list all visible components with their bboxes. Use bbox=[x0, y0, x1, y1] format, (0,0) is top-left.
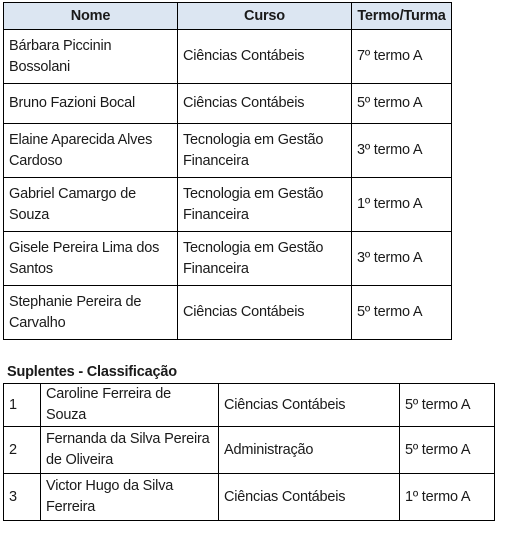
student-course: Ciências Contábeis bbox=[178, 84, 352, 124]
student-course: Tecnologia em Gestão Financeira bbox=[178, 178, 352, 232]
table-row bbox=[4, 84, 452, 124]
student-term: 1º termo A bbox=[352, 178, 452, 232]
student-term: 5º termo A bbox=[400, 384, 495, 427]
student-course: Ciências Contábeis bbox=[178, 30, 352, 84]
selected-students-table bbox=[3, 2, 452, 340]
student-name: Bruno Fazioni Bocal bbox=[4, 84, 178, 124]
student-course: Ciências Contábeis bbox=[219, 474, 400, 521]
student-name: Bárbara Piccinin Bossolani bbox=[4, 30, 178, 84]
table-header-row bbox=[4, 3, 452, 30]
table-row bbox=[4, 178, 452, 232]
table-row bbox=[4, 124, 452, 178]
table-row bbox=[4, 286, 452, 340]
rank-number: 3 bbox=[4, 474, 41, 521]
student-course: Ciências Contábeis bbox=[219, 384, 400, 427]
student-term: 1º termo A bbox=[400, 474, 495, 521]
student-name: Gisele Pereira Lima dos Santos bbox=[4, 232, 178, 286]
student-name: Gabriel Camargo de Souza bbox=[4, 178, 178, 232]
student-term: 5º termo A bbox=[352, 286, 452, 340]
suplentes-section-title: Suplentes - Classificação bbox=[7, 364, 177, 380]
table-row bbox=[4, 474, 495, 521]
rank-number: 2 bbox=[4, 427, 41, 474]
student-course: Ciências Contábeis bbox=[178, 286, 352, 340]
student-name: Caroline Ferreira de Souza bbox=[41, 384, 219, 427]
student-term: 5º termo A bbox=[400, 427, 495, 474]
student-name: Stephanie Pereira de Carvalho bbox=[4, 286, 178, 340]
rank-number: 1 bbox=[4, 384, 41, 427]
student-term: 3º termo A bbox=[352, 232, 452, 286]
student-course: Tecnologia em Gestão Financeira bbox=[178, 124, 352, 178]
student-name: Fernanda da Silva Pereira de Oliveira bbox=[41, 427, 219, 474]
column-header-termo-turma: Termo/Turma bbox=[352, 3, 452, 30]
table-row bbox=[4, 30, 452, 84]
student-term: 7º termo A bbox=[352, 30, 452, 84]
student-course: Tecnologia em Gestão Financeira bbox=[178, 232, 352, 286]
suplentes-table bbox=[3, 383, 495, 521]
student-name: Victor Hugo da Silva Ferreira bbox=[41, 474, 219, 521]
student-course: Administração bbox=[219, 427, 400, 474]
table-row bbox=[4, 384, 495, 427]
student-term: 5º termo A bbox=[352, 84, 452, 124]
student-term: 3º termo A bbox=[352, 124, 452, 178]
student-name: Elaine Aparecida Alves Cardoso bbox=[4, 124, 178, 178]
table-row bbox=[4, 232, 452, 286]
table-row bbox=[4, 427, 495, 474]
column-header-nome: Nome bbox=[4, 3, 178, 30]
column-header-curso: Curso bbox=[178, 3, 352, 30]
